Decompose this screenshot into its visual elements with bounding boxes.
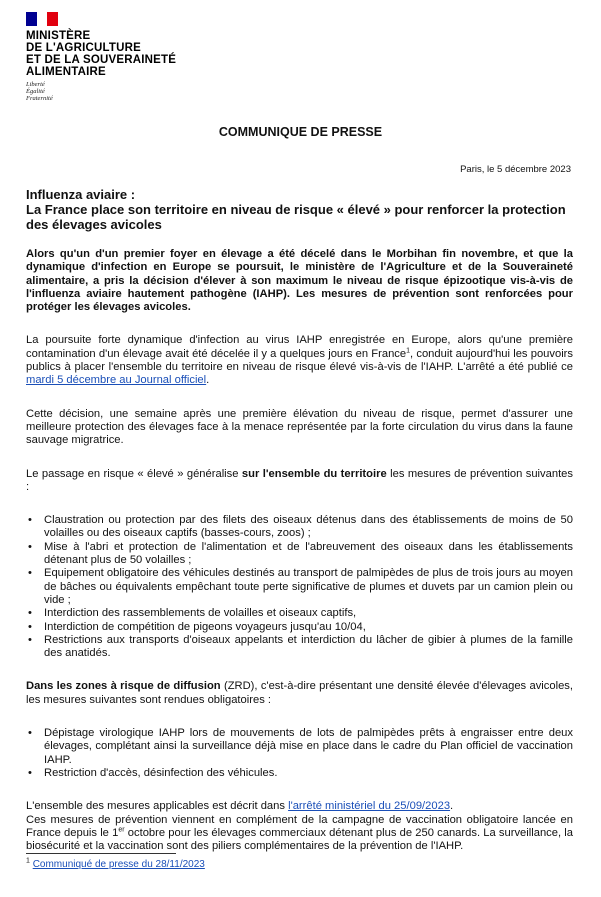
footnote-number: 1: [26, 857, 30, 865]
press-release-title: [26, 187, 573, 232]
list-item: [26, 767, 573, 780]
bullet-icon: •: [28, 633, 32, 646]
text-run: , conduit aujourd'hui les pouvoirs publics à placer l'ensemble du territoire en niveau de risque élevé vis-à-vis de l'IAHP. L'arrêté a été publié ce: [26, 347, 574, 374]
ministry-line: DE L'AGRICULTURE: [26, 42, 141, 54]
list-item: [26, 727, 573, 767]
text-run: les mesures de prévention suivantes :: [26, 467, 573, 493]
bullet-icon: •: [28, 766, 32, 779]
text-run: Ces mesures de prévention viennent en complément de la campagne de vaccination obligatoire lancée en France depuis le 1: [26, 813, 573, 839]
lead-paragraph: Alors qu'un d'un premier foyer en élevage a été décelé dans le Morbihan fin novembre, et que la dynamique d'infection en Europe se poursuit, le ministère de l'Agriculture et de la Souveraineté alimentaire, a pris la décision d'élever à son maximum le niveau de risque épizootique vis-à-vis de l'influenza aviaire hautement pathogène (IAHP). Les mesures de prévention sont renforcées pour protéger les élevages avicoles.: [26, 248, 573, 314]
ministry-name: [26, 30, 176, 78]
zrd-measures-list: [26, 727, 573, 780]
list-item: [26, 607, 573, 620]
list-item-text: Dépistage virologique IAHP lors de mouvements de lots de palmipèdes prêts à engraisser entre deux élevages, complétant ainsi la surveillance déjà mise en place dans le cadre du Plan officiel de vaccination IAHP.: [44, 727, 573, 766]
title-line: La France place son territoire en niveau de risque « élevé » pour renforcer la protection des élevages avicoles: [26, 202, 566, 232]
list-item-text: Mise à l'abri et protection de l'alimentation et de l'abreuvement des oiseaux dans les établissements détenant plus de 50 volailles ;: [44, 540, 573, 567]
bullet-icon: •: [28, 607, 32, 620]
motto-line: Liberté: [26, 81, 45, 88]
republic-motto: [26, 81, 176, 102]
superscript: er: [118, 826, 125, 834]
press-release-link[interactable]: Communiqué de presse du 28/11/2023: [32, 859, 205, 870]
bullet-icon: •: [28, 567, 32, 580]
paragraph-arrete: [26, 800, 573, 813]
marianne-flag-logo: [26, 12, 58, 26]
ministry-line: MINISTÈRE: [26, 30, 91, 42]
list-item-text: Restriction d'accès, désinfection des véhicules.: [44, 766, 278, 779]
ministry-line: ET DE LA SOUVERAINETÉ: [26, 54, 177, 66]
text-run: .: [450, 800, 454, 813]
text-run: L'ensemble des mesures applicables est décrit dans: [26, 800, 289, 813]
list-item-text: Equipement obligatoire des véhicules destinés au transport de palmipèdes de plus de trois jours au moyen de bâches ou équivalents empêchant toute perte significative de plumes et duvets par un camion plein ou vide ;: [44, 567, 573, 606]
paragraph-measures-intro: [26, 468, 573, 495]
bullet-icon: •: [28, 514, 32, 527]
motto-line: Égalité: [26, 88, 45, 95]
paragraph-context: [26, 334, 573, 387]
list-item: [26, 541, 573, 568]
ministry-line: ALIMENTAIRE: [26, 66, 106, 78]
arrete-ministeriel-link[interactable]: l'arrêté ministériel du 25/09/2023: [288, 800, 451, 813]
text-run-bold: Dans les zones à risque de diffusion: [26, 680, 221, 693]
bullet-icon: •: [28, 620, 32, 633]
list-item-text: Restrictions aux transports d'oiseaux appelants et interdiction du lâcher de gibier à plumes de la famille des anatidés.: [44, 633, 573, 660]
paragraph-vaccination: [26, 814, 573, 854]
paragraph-zrd: [26, 680, 573, 707]
list-item: [26, 634, 573, 661]
list-item: [26, 567, 573, 607]
motto-line: Fraternité: [26, 95, 53, 102]
text-run-bold: sur l'ensemble du territoire: [241, 467, 387, 480]
ministry-header: [26, 12, 176, 102]
list-item-text: Interdiction des rassemblements de volailles et oiseaux captifs,: [44, 607, 357, 620]
journal-officiel-link[interactable]: mardi 5 décembre au Journal officiel: [26, 374, 207, 387]
footnote: [26, 859, 205, 870]
measures-list: [26, 514, 573, 660]
footnote-divider: [26, 853, 176, 854]
paragraph-decision: Cette décision, une semaine après une première élévation du niveau de risque, permet d'assurer une meilleure protection des élevages face à la menace représentée par la forte circulation du virus dans la faune sauvage migratrice.: [26, 407, 573, 447]
text-run: (ZRD), c'est-à-dire présentant une densité élevée d'élevages avicoles, les mesures suivantes sont rendues obligatoires :: [26, 680, 573, 706]
list-item: [26, 514, 573, 541]
list-item-text: Interdiction de compétition de pigeons voyageurs jusqu'au 10/04,: [44, 620, 366, 633]
text-run: Le passage en risque « élevé » généralise: [26, 467, 242, 480]
bullet-icon: •: [28, 540, 32, 553]
title-line: Influenza aviaire :: [26, 187, 136, 202]
list-item-text: Claustration ou protection par des filets des oiseaux détenus dans des établissements de moins de 50 volailles ou des oiseaux captifs (basses-cours, zoos) ;: [44, 514, 573, 540]
bullet-icon: •: [28, 727, 32, 740]
document-body: [26, 187, 573, 853]
list-item: [26, 621, 573, 634]
document-type-title: COMMUNIQUE DE PRESSE: [218, 125, 383, 139]
text-run: .: [206, 374, 210, 387]
document-date: Paris, le 5 décembre 2023: [460, 164, 571, 175]
text-run: La poursuite forte dynamique d'infection au virus IAHP enregistrée en Europe, alors qu'une première contamination d'un élevage avait été décelée il y a quelques jours en France: [26, 334, 573, 360]
footnote-ref: 1: [406, 347, 411, 355]
text-run: octobre pour les élevages commerciaux détenant plus de 250 canards. La surveillance, la biosécurité et la vaccination sont des piliers complémentaires de la prévention de l'IAHP.: [26, 826, 573, 853]
